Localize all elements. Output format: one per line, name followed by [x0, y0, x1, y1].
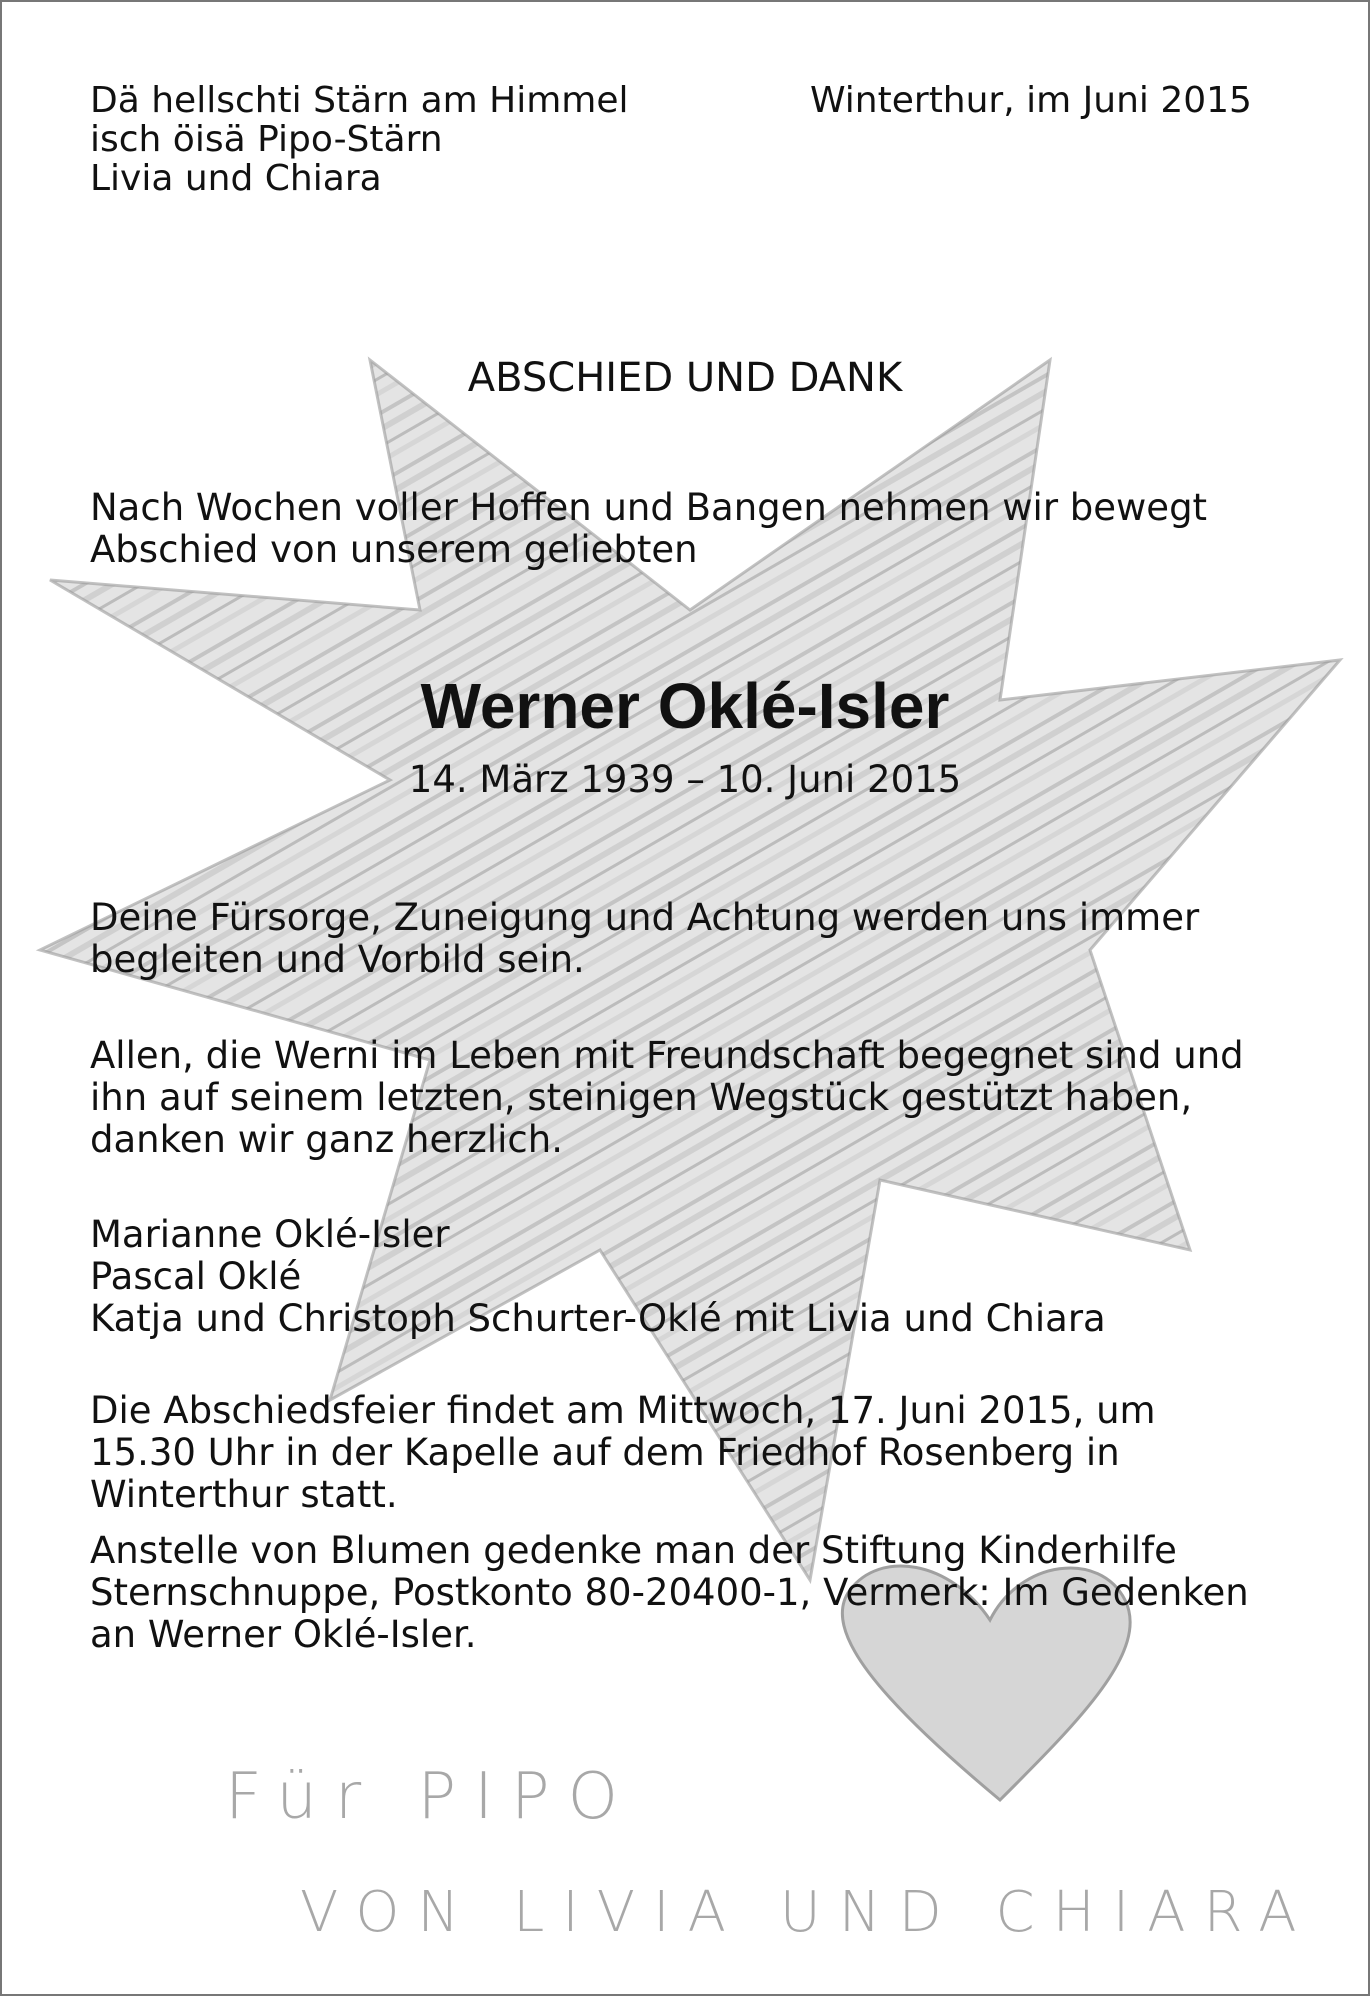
deceased-name: Werner Oklé-Isler [420, 670, 950, 742]
para1-line-1: Deine Fürsorge, Zuneigung und Achtung werden uns immer [90, 896, 1200, 939]
intro-line-1: Nach Wochen voller Hoffen und Bangen nehmen wir bewegt [90, 486, 1208, 529]
para2-line-1: Allen, die Werni im Leben mit Freundschaft begegnet sind und [90, 1034, 1244, 1077]
ceremony-line-1: Die Abschiedsfeier findet am Mittwoch, 17. Juni 2015, um [90, 1389, 1156, 1432]
place-date: Winterthur, im Juni 2015 [810, 80, 1252, 121]
ceremony-line-2: 15.30 Uhr in der Kapelle auf dem Friedhof Rosenberg in [90, 1431, 1120, 1474]
poem-line-2: isch öisä Pipo-Stärn [90, 119, 443, 160]
mourner-2: Pascal Oklé [90, 1255, 302, 1298]
poem-line-1: Dä hellschti Stärn am Himmel [90, 80, 629, 121]
poem-line-3: Livia und Chiara [90, 158, 382, 199]
mourner-1: Marianne Oklé-Isler [90, 1213, 450, 1256]
mourner-3: Katja und Christoph Schurter-Oklé mit Livia und Chiara [90, 1297, 1106, 1340]
intro-line-2: Abschied von unserem geliebten [90, 528, 698, 571]
para1-line-2: begleiten und Vorbild sein. [90, 938, 585, 981]
ceremony-line-3: Winterthur statt. [90, 1473, 398, 1516]
donation-line-1: Anstelle von Blumen gedenke man der Stiftung Kinderhilfe [90, 1529, 1177, 1572]
para2-line-2: ihn auf seinem letzten, steinigen Wegstück gestützt haben, [90, 1076, 1193, 1119]
life-dates: 14. März 1939 – 10. Juni 2015 [408, 758, 962, 801]
donation-line-3: an Werner Oklé-Isler. [90, 1613, 477, 1656]
handwriting-line-2: VON LIVIA UND CHIARA [300, 1880, 1315, 1945]
donation-line-2: Sternschnuppe, Postkonto 80-20400-1, Vermerk: Im Gedenken [90, 1571, 1249, 1614]
handwriting-line-1: Für PIPO [225, 1760, 636, 1834]
para2-line-3: danken wir ganz herzlich. [90, 1118, 563, 1161]
notice-title: ABSCHIED UND DANK [467, 355, 903, 401]
